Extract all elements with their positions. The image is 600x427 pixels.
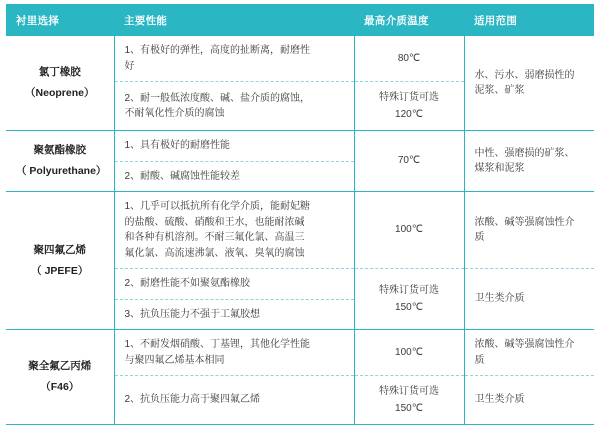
temperature-cell xyxy=(354,269,464,330)
scope-cell xyxy=(464,330,594,376)
temperature-line: 特殊订货可选 xyxy=(379,92,439,103)
scope-cell xyxy=(464,131,594,192)
temperature-cell xyxy=(354,192,464,269)
scope-line: 质 xyxy=(474,232,485,243)
scope-line: 泥浆、矿浆 xyxy=(474,85,525,96)
scope-line: 煤浆和泥浆 xyxy=(474,163,525,174)
property-line: 2、耐一般低浓度酸、碱、盐介质的腐蚀， xyxy=(124,92,311,104)
lining-name-line-2: （Neoprene） xyxy=(25,87,95,99)
temperature-line: 特殊订货可选 xyxy=(379,285,439,296)
property-line: 好 xyxy=(124,60,135,72)
column-header-max-temp: 最高介质温度 xyxy=(354,4,464,36)
temperature-line: 100℃ xyxy=(395,224,423,236)
scope-line: 质 xyxy=(474,354,485,366)
properties-cell xyxy=(114,269,354,300)
temperature-line: 150℃ xyxy=(395,302,423,313)
lining-name-cell xyxy=(6,36,114,131)
properties-cell xyxy=(114,299,354,330)
lining-name-cell xyxy=(6,330,114,425)
scope-line: 浓酸、碱等强腐蚀性介 xyxy=(474,216,575,228)
lining-name-line-2: （ Polyurethane） xyxy=(16,165,107,177)
temperature-cell xyxy=(354,376,464,425)
property-line: 1、不耐发烟硝酸、丁基锂，其他化学性能 xyxy=(124,339,311,350)
temperature-cell xyxy=(354,36,464,82)
property-line: 氟化氯、高流速沸氯、液氧、臭氧的腐蚀 xyxy=(124,247,305,259)
properties-cell xyxy=(114,376,354,425)
property-line: 和各种有机溶剂。不耐三氟化氯、高温三 xyxy=(124,232,305,243)
property-line: 3、抗负压能力不强于工氟胶想 xyxy=(124,308,261,320)
lining-name-line-2: （F46） xyxy=(40,381,80,393)
temperature-line: 70℃ xyxy=(397,155,421,167)
temperature-line: 150℃ xyxy=(395,403,423,414)
lining-selection-table xyxy=(6,4,594,425)
table-body xyxy=(6,36,594,425)
properties-cell xyxy=(114,131,354,162)
table-row xyxy=(6,330,594,376)
scope-cell xyxy=(464,192,594,269)
temperature-line: 120℃ xyxy=(395,109,423,120)
scope-cell xyxy=(464,269,594,330)
temperature-line: 100℃ xyxy=(395,346,423,358)
scope-cell xyxy=(464,36,594,131)
scope-cell xyxy=(464,376,594,425)
column-header-lining: 衬里选择 xyxy=(6,4,114,36)
property-line: 不耐氧化性介质的腐蚀 xyxy=(124,108,225,119)
lining-name-line-1: 聚全氟乙丙烯 xyxy=(28,360,92,372)
property-line: 1、有极好的弹性，高度的扯断离，耐磨性 xyxy=(124,45,311,56)
temperature-cell xyxy=(354,131,464,192)
property-line: 与聚四氟乙烯基本相同 xyxy=(124,354,225,366)
temperature-line: 80℃ xyxy=(397,52,421,64)
temperature-line: 特殊订货可选 xyxy=(379,386,439,397)
property-line: 的盐酸、硫酸、硝酸和王水，也能耐浓碱 xyxy=(124,216,305,228)
temperature-cell xyxy=(354,330,464,376)
scope-line: 卫生类介质 xyxy=(474,394,525,406)
temperature-cell xyxy=(354,82,464,131)
property-line: 2、耐磨性能不如聚氨酯橡胶 xyxy=(124,278,251,289)
lining-name-cell xyxy=(6,131,114,192)
properties-cell xyxy=(114,330,354,376)
scope-line: 卫生类介质 xyxy=(474,293,525,305)
lining-name-cell xyxy=(6,192,114,330)
property-line: 2、耐酸、碱腐蚀性能较差 xyxy=(124,170,241,182)
properties-cell xyxy=(114,161,354,192)
scope-line: 水、污水、弱磨损性的 xyxy=(474,69,575,81)
table-header xyxy=(6,4,594,36)
lining-name-line-1: 聚氨酯橡胶 xyxy=(33,144,86,156)
lining-name-line-2: （ JPEFE） xyxy=(31,264,89,277)
table-header-row xyxy=(6,4,594,36)
lining-name-line-1: 氯丁橡胶 xyxy=(38,66,81,78)
scope-line: 浓酸、碱等强腐蚀性介 xyxy=(474,339,575,350)
column-header-scope: 适用范围 xyxy=(464,4,594,36)
lining-name-line-1: 聚四氟乙烯 xyxy=(33,243,86,256)
property-line: 1、几乎可以抵抗所有化学介质，能耐妃糖 xyxy=(124,201,311,212)
properties-cell xyxy=(114,82,354,131)
scope-line: 中性、强磨损的矿浆、 xyxy=(474,147,575,159)
table-row xyxy=(6,36,594,82)
properties-cell xyxy=(114,36,354,82)
properties-cell xyxy=(114,192,354,269)
property-line: 1、具有极好的耐磨性能 xyxy=(124,140,231,151)
property-line: 2、抗负压能力高于聚四氟乙烯 xyxy=(124,394,261,406)
table-row xyxy=(6,192,594,269)
column-header-properties: 主要性能 xyxy=(114,4,354,36)
table-row xyxy=(6,131,594,162)
